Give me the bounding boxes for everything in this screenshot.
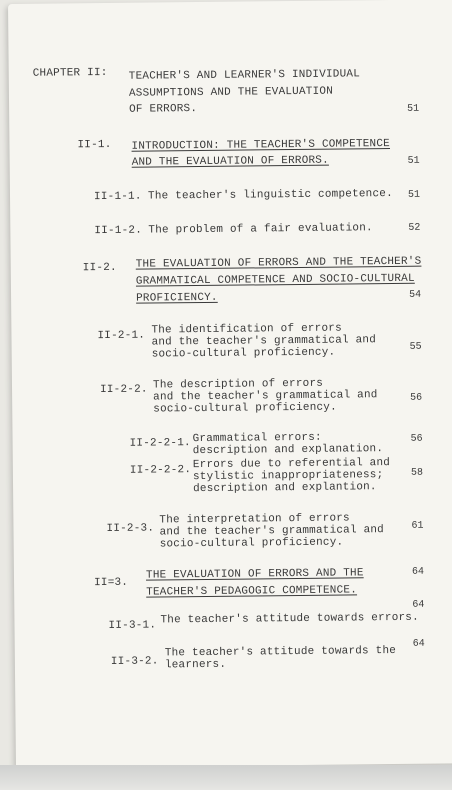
chapter-title-line: ASSUMPTIONS AND THE EVALUATION <box>128 85 334 100</box>
entry-title-line: socio-cultural proficiency. <box>151 346 336 361</box>
entry-title-line: and the teacher's grammatical and <box>153 389 378 404</box>
chapter-title-line: OF ERRORS. <box>129 103 198 116</box>
page-number: 51 <box>407 155 420 167</box>
page-number: 64 <box>412 638 425 650</box>
entry-number: II-1-1. <box>93 190 142 204</box>
entry-title-line: description and explanation. <box>192 443 384 458</box>
entry-title-line: The description of errors <box>152 377 324 392</box>
entry-number: II-3-1. <box>108 619 157 632</box>
entry-title-line: THE EVALUATION OF ERRORS AND THE TEACHER'S <box>135 255 422 271</box>
page-number: 61 <box>411 520 424 532</box>
entry-title-line: stylistic inappropriateness; <box>192 469 384 484</box>
entry-number: II-2-2-1. <box>129 437 191 450</box>
page-number: 56 <box>410 392 423 404</box>
entry-title-line: socio-cultural proficiency. <box>159 536 344 551</box>
entry-number: II-1-2. <box>94 224 143 238</box>
entry-number: II-2-3. <box>106 522 155 535</box>
page-number: 52 <box>408 222 421 234</box>
entry-title-line: description and explantion. <box>193 481 377 496</box>
page-number: 51 <box>407 189 421 201</box>
entry-number: II-3-2. <box>110 655 159 668</box>
page-number: 64 <box>412 599 425 611</box>
chapter-title-line: TEACHER'S AND LEARNER'S INDIVIDUAL <box>128 68 361 83</box>
entry-title-line: THE EVALUATION OF ERRORS AND THE <box>145 567 364 582</box>
chapter-label: CHAPTER II: <box>32 66 108 80</box>
entry-title-line: TEACHER'S PEDAGOGIC COMPETENCE. <box>146 584 358 599</box>
entry-title-line: The teacher's linguistic competence. <box>147 187 393 203</box>
entry-number: II-1. <box>77 138 112 152</box>
entry-title-line: The teacher's attitude towards errors. <box>160 611 419 627</box>
entry-number: II-2. <box>82 261 117 275</box>
entry-number: II-2-2. <box>99 383 148 397</box>
page-number: 54 <box>409 289 422 301</box>
page-number: 64 <box>411 566 425 578</box>
page-number: 51 <box>407 103 420 115</box>
entry-number: II=3. <box>94 576 129 590</box>
entry-title-line: The identification of errors <box>151 322 342 337</box>
entry-title-line: socio-cultural proficiency. <box>153 401 337 416</box>
entry-title-line: and the teacher's grammatical and <box>151 334 377 349</box>
page-number: 56 <box>410 433 423 445</box>
entry-title-line: INTRODUCTION: THE TEACHER'S COMPETENCE <box>131 138 391 153</box>
entry-title-line: learners. <box>164 658 227 672</box>
entry-title-line: The teacher's attitude towards the <box>164 644 397 660</box>
entry-title-line: GRAMMATICAL COMPETENCE AND SOCIO-CULTURAL <box>135 272 415 288</box>
entry-title-line: The problem of a fair evaluation. <box>148 222 373 237</box>
entry-title-line: Errors due to referential and <box>192 457 391 472</box>
entry-title-line: AND THE EVALUATION OF ERRORS. <box>131 154 329 169</box>
page-number: 58 <box>410 467 424 479</box>
entry-number: II-2-1. <box>97 329 146 343</box>
entry-title-line: PROFICIENCY. <box>136 291 218 305</box>
entry-title-line: The interpretation of errors <box>159 512 350 527</box>
entry-title-line: Grammatical errors: <box>192 431 322 446</box>
document-page <box>8 0 452 768</box>
page-number: 55 <box>409 341 422 353</box>
entry-number: II-2-2-2. <box>129 464 192 477</box>
table-surface <box>0 765 452 790</box>
entry-title-line: and the teacher's grammatical and <box>159 524 385 539</box>
